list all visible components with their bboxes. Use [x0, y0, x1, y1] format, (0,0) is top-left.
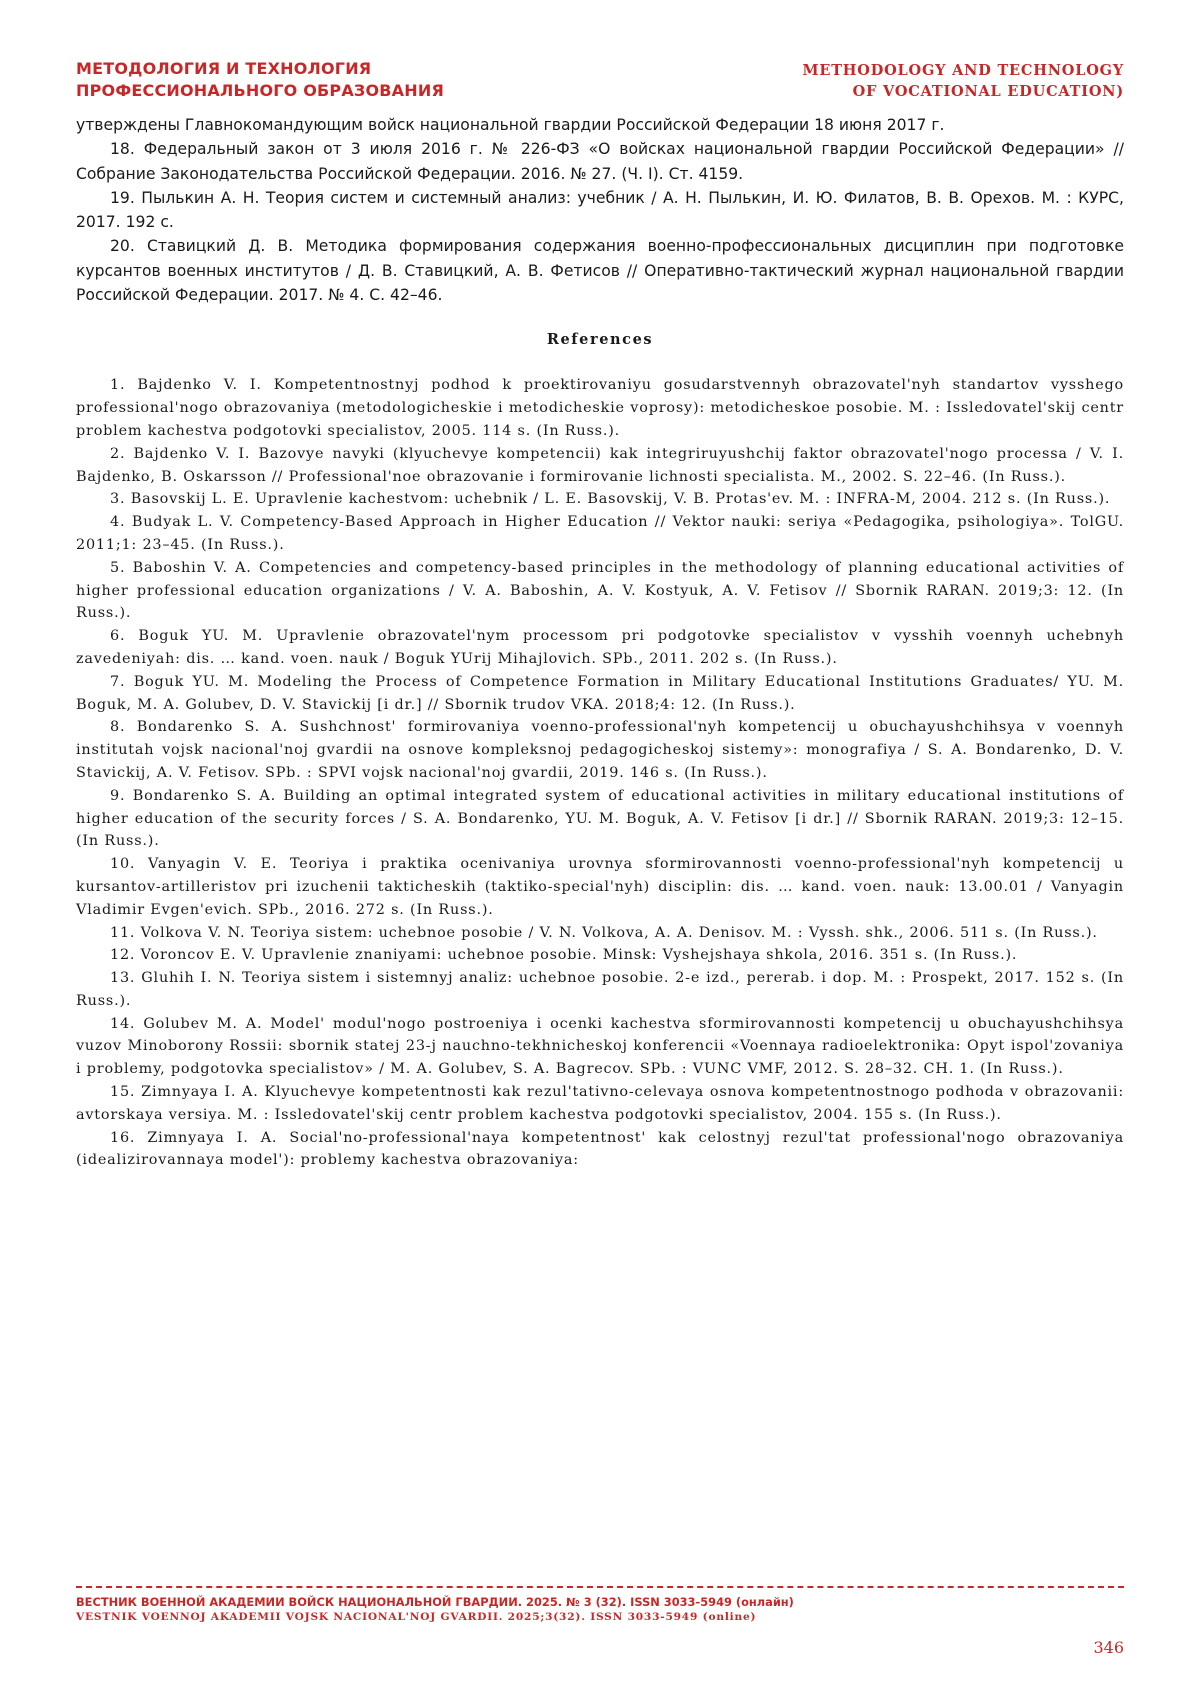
- en-reference-item: 10. Vanyagin V. E. Teoriya i praktika ocenivaniya urovnya sformirovannosti voenno-professional'nyh kompetencij u kursantov-artilleristov pri izuchenii takticheskih (taktiko-special'nyh) disciplin: dis. … kand. voen. nauk: 13.00.01 / Vanyagin Vladimir Evgen'evich. SPb., 2016. 272 s. (In Russ.).: [76, 856, 1124, 918]
- running-header: [76, 58, 1124, 108]
- references-heading: References: [546, 331, 654, 349]
- ru-reference-item: 20. Ставицкий Д. В. Методика формирования содержания военно-профессиональных дисциплин при подготовке курсантов военных институтов / Д. В. Ставицкий, А. В. Фетисов // Оперативно-тактический журнал национальной гвардии Российской Федерации. 2017. № 4. С. 42–46.: [76, 237, 1124, 305]
- en-reference-item: 14. Golubev M. A. Model' modul'nogo postroeniya i ocenki kachestva sformirovannosti kompetencij u obuchayushchihsya vuzov Minoborony Rossii: sbornik statej 23-j nauchno-tekhnicheskoj konferencii «Voennaya radioelektronika: Opyt ispol'zovaniya i problemy, podgotovka specialistov» / M. A. Golubev, S. A. Bagrecov. SPb. : VUNC VMF, 2012. S. 28–32. CH. 1. (In Russ.).: [76, 1015, 1124, 1078]
- ru-reference-continuation: утверждены Главнокомандующим войск национальной гвардии Российской Федерации 18 июня 2017 г.: [76, 116, 945, 134]
- en-reference-item: 2. Bajdenko V. I. Bazovye navyki (klyuchevye kompetencii) kak integriruyushchij faktor obrazovatel'nogo processa / V. I. Bajdenko, B. Oskarsson // Professional'noe obrazovanie i formirovanie lichnosti specialista. M., 2002. S. 22–46. (In Russ.).: [76, 445, 1124, 485]
- en-reference-item: 12. Voroncov E. V. Upravlenie znaniyami: uchebnoe posobie. Minsk: Vyshejshaya shkola, 2016. 351 s. (In Russ.).: [110, 947, 1018, 964]
- footer-citation-en: VESTNIK VOENNOJ AKADEMII VOJSK NACIONAL'NOJ GVARDII. 2025;3(32). ISSN 3033-5949 (online): [76, 1611, 757, 1623]
- running-footer: [76, 1586, 1124, 1625]
- russian-reference-list: [76, 113, 1124, 307]
- en-reference-item: 15. Zimnyaya I. A. Klyuchevye kompetentnosti kak rezul'tativno-celevaya osnova kompetentnostnogo podhoda v obrazovanii: avtorskaya versiya. M. : Issledovatel'skij centr problem kachestva podgotovki specialistov, 2004. 155 s. (In Russ.).: [76, 1084, 1124, 1123]
- ru-reference-item: 19. Пылькин А. Н. Теория систем и системный анализ: учебник / А. Н. Пылькин, И. Ю. Филатов, В. В. Орехов. М. : КУРС, 2017. 192 с.: [76, 188, 1124, 232]
- en-reference-item: 9. Bondarenko S. A. Building an optimal integrated system of educational activities in military educational institutions of higher education of the security forces / S. A. Bondarenko, YU. M. Boguk, A. V. Fetisov [i dr.] // Sbornik RARAN. 2019;3: 12–15. (In Russ.).: [76, 787, 1124, 850]
- en-reference-item: 13. Gluhih I. N. Teoriya sistem i sistemnyj analiz: uchebnoe posobie. 2-e izd., pererab. i dop. M. : Prospekt, 2017. 152 s. (In Russ.).: [76, 970, 1124, 1009]
- journal-section-title-ru: [76, 58, 444, 102]
- header-right-line-2: OF VOCATIONAL EDUCATION): [852, 83, 1124, 100]
- en-reference-item: 4. Budyak L. V. Competency-Based Approach in Higher Education // Vektor nauki: seriya «Pedagogika, psihologiya». TolGU. 2011;1: 23–45. (In Russ.).: [76, 514, 1124, 553]
- en-reference-item: 3. Basovskij L. E. Upravlenie kachestvom: uchebnik / L. E. Basovskij, V. B. Protas'ev. M. : INFRA-M, 2004. 212 s. (In Russ.).: [110, 491, 1111, 508]
- page-number: 346: [1093, 1638, 1124, 1657]
- header-left-line-2: ПРОФЕССИОНАЛЬНОГО ОБРАЗОВАНИЯ: [76, 81, 444, 100]
- en-reference-item: 8. Bondarenko S. A. Sushchnost' formirovaniya voenno-professional'nyh kompetencij u obuchayushchihsya v voennyh institutah vojsk nacional'noj gvardii na osnove kompleksnoj pedagogicheskoj sistemy»: monografiya / S. A. Bondarenko, D. V. Stavickij, A. V. Fetisov. SPb. : SPVI vojsk nacional'noj gvardii, 2019. 146 s. (In Russ.).: [76, 719, 1124, 781]
- journal-section-title-en: [803, 60, 1125, 102]
- en-reference-item: 16. Zimnyaya I. A. Social'no-professional'naya kompetentnost' kak celostnyj rezul'tat professional'nogo obrazovaniya (idealizirovannaya model'): problemy kachestva obrazovaniya:: [76, 1129, 1124, 1169]
- header-left-line-1: МЕТОДОЛОГИЯ И ТЕХНОЛОГИЯ: [76, 59, 372, 78]
- en-reference-item: 6. Boguk YU. M. Upravlenie obrazovatel'nym processom pri podgotovke specialistov v vysshih voennyh uchebnyh zavedeniyah: dis. … kand. voen. nauk / Boguk YUrij Mihajlovich. SPb., 2011. 202 s. (In Russ.).: [76, 628, 1124, 667]
- footer-divider: [76, 1586, 1124, 1588]
- en-reference-item: 7. Boguk YU. M. Modeling the Process of Competence Formation in Military Educational Institutions Graduates/ YU. M. Boguk, M. A. Golubev, D. V. Stavickij [i dr.] // Sbornik trudov VKA. 2018;4: 12. (In Russ.).: [76, 673, 1124, 713]
- english-reference-list: [76, 374, 1124, 1172]
- header-right-line-1: METHODOLOGY AND TECHNOLOGY: [802, 62, 1124, 79]
- footer-citation-ru: ВЕСТНИК ВОЕННОЙ АКАДЕМИИ ВОЙСК НАЦИОНАЛЬНОЙ ГВАРДИИ. 2025. № 3 (32). ISSN 3033-5949 (онлайн): [76, 1595, 794, 1609]
- page-body: [76, 113, 1124, 1172]
- en-reference-item: 5. Baboshin V. A. Competencies and competency-based principles in the methodology of planning educational activities of higher professional education organizations / V. A. Baboshin, A. V. Kostyuk, A. V. Fetisov // Sbornik RARAN. 2019;3: 12. (In Russ.).: [76, 559, 1124, 622]
- en-reference-item: 11. Volkova V. N. Teoriya sistem: uchebnoe posobie / V. N. Volkova, A. A. Denisov. M. : Vyssh. shk., 2006. 511 s. (In Russ.).: [110, 924, 1098, 941]
- ru-reference-item: 18. Федеральный закон от 3 июля 2016 г. № 226-ФЗ «О войсках национальной гвардии Российской Федерации» // Собрание Законодательства Российской Федерации. 2016. № 27. (Ч. I). Ст. 4159.: [76, 140, 1124, 183]
- en-reference-item: 1. Bajdenko V. I. Kompetentnostnyj podhod k proektirovaniyu gosudarstvennyh obrazovatel'nyh standartov vysshego professional'nogo obrazovaniya (metodologicheskie i metodicheskie voprosy): metodicheskoe posobie. M. : Issledovatel'skij centr problem kachestva podgotovki specialistov, 2005. 114 s. (In Russ.).: [76, 377, 1124, 439]
